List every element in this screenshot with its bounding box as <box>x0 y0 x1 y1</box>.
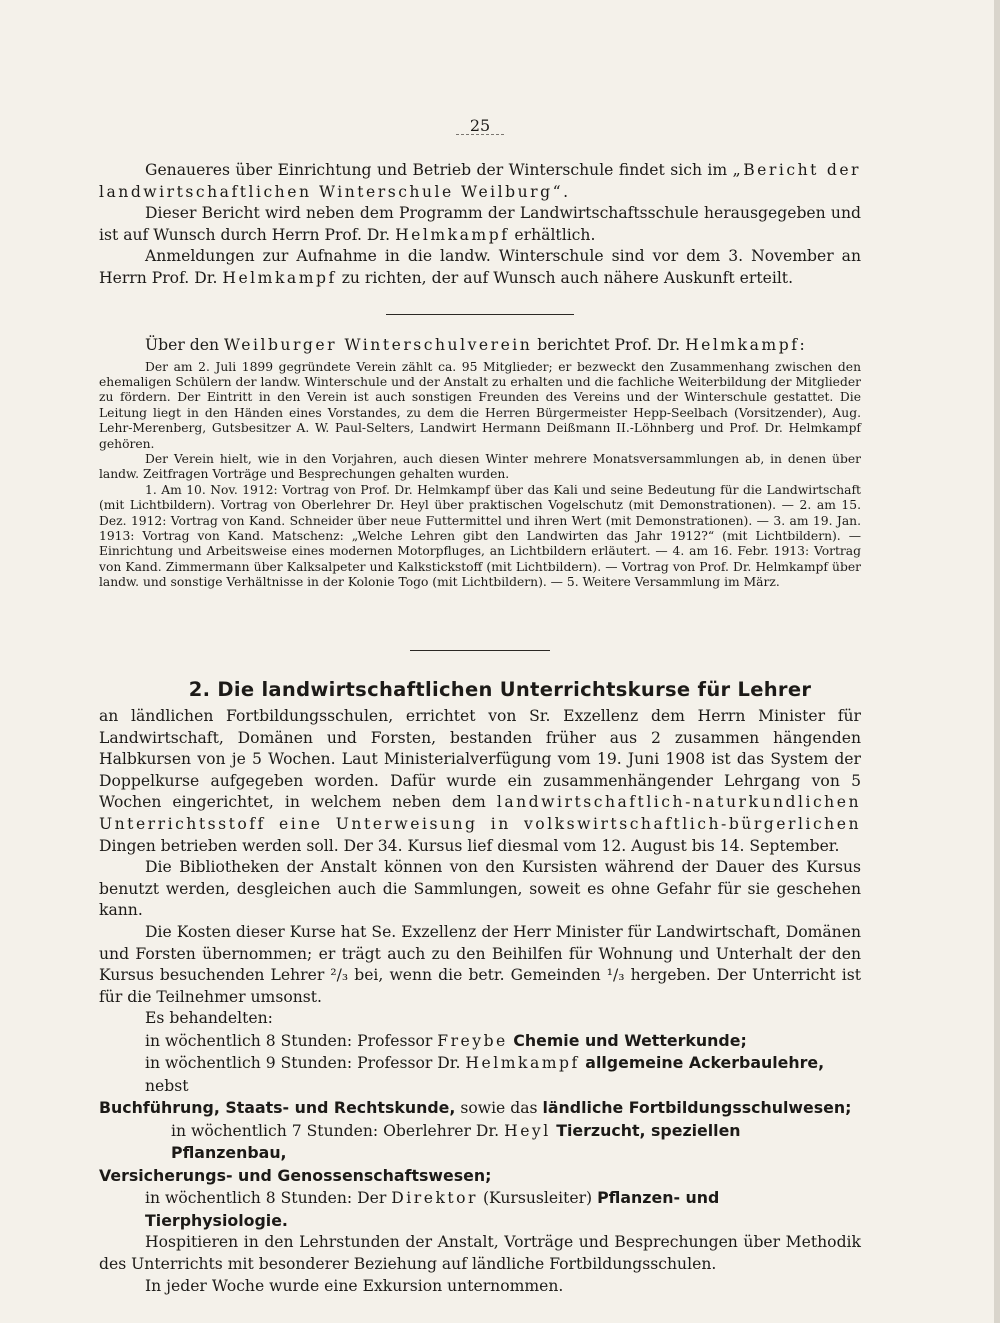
verein-paragraph-founding: Der am 2. Juli 1899 gegründete Verein zählt ca. 95 Mitglieder; er bezweckt den Zusammenhang zwischen den ehemaligen Schülern der landw. Winterschule und der Anstalt zu erhalten und die fachliche Weiterbildung der Mitglieder zu fördern. Der Eintritt in den Verein ist auch sonstigen Freunden des Vereins und der Winterschule gestattet. Die Leitung liegt in den Händen eines Vorstandes, zu dem die Herren Bürgermeister Hepp-Seelbach (Vorsitzender), Aug. Lehr-Merenberg, Gutsbesitzer A. W. Paul-Selters, Landwirt Hermann Deißmann II.-Löhnberg und Prof. Dr. Helmkampf gehören. <box>99 359 861 451</box>
teacher-item-helmkampf: in wöchentlich 9 Stunden: Professor Dr. Helmkampf allgemeine Ackerbaulehre, nebst <box>145 1053 825 1095</box>
teacher-item-freybe: in wöchentlich 8 Stunden: Professor Freybe Chemie und Wetterkunde; <box>145 1030 747 1050</box>
paragraph-hospitieren: Hospitieren in den Lehrstunden der Anstalt, Vorträge und Besprechungen über Methodik des Unterrichts mit besonderer Beziehung auf ländliche Fortbildungsschulen. <box>99 1233 861 1273</box>
paragraph-bibliotheken: Die Bibliotheken der Anstalt können von den Kursisten während der Dauer des Kursus benutzt werden, desgleichen auch die Sammlungen, soweit es ohne Gefahr für sie geschehen kann. <box>99 858 861 920</box>
paragraph-anmeldungen: Anmeldungen zur Aufnahme in die landw. Winterschule sind vor dem 3. November an Herrn Prof. Dr. Helmkampf zu richten, der auf Wunsch auch nähere Auskunft erteilt. <box>99 247 861 287</box>
teacher-item-heyl: in wöchentlich 7 Stunden: Oberlehrer Dr. Heyl Tierzucht, speziellen Pflanzenbau, <box>171 1120 741 1163</box>
paragraph-behandelten: Es behandelten: <box>145 1009 273 1028</box>
verein-paragraph-meetings: Der Verein hielt, wie in den Vorjahren, auch diesen Winter mehrere Monatsversammlungen ab, in denen über landw. Zeitfragen Vorträge und Besprechungen gehalten wurden. <box>99 452 861 482</box>
paragraph-bericht-erhaeltlich: Dieser Bericht wird neben dem Programm der Landwirtschaftsschule herausgegeben und ist auf Wunsch durch Herrn Prof. Dr. Helmkampf erhältlich. <box>99 204 861 244</box>
page-edge <box>994 0 1000 1323</box>
paragraph-bericht: Genaueres über Einrichtung und Betrieb der Winterschule findet sich im „Bericht der landwirtschaftlichen Winterschule Weilburg“. <box>99 161 861 201</box>
divider-rule <box>410 650 550 651</box>
paragraph-exkursion: In jeder Woche wurde eine Exkursion unternommen. <box>145 1276 564 1295</box>
page-number-ornament <box>456 134 504 135</box>
paragraph-kosten: Die Kosten dieser Kurse hat Se. Exzellenz der Herr Minister für Landwirtschaft, Domänen und Forsten übernommen; er trägt auch zu den Beihilfen für Wohnung und Unterhalt der den Kursus besuchenden Lehrer ²/₃ bei, wenn die betr. Gemeinden ¹/₃ hergeben. Der Unterricht ist für die Teilnehmer umsonst. <box>99 922 861 1006</box>
verein-intro: Über den Weilburger Winterschulverein berichtet Prof. Dr. Helmkampf: <box>145 336 805 354</box>
lehrerkurse-section <box>99 706 861 1297</box>
section-heading: 2. Die landwirtschaftlichen Unterrichtskurse für Lehrer <box>188 678 812 701</box>
verein-paragraph-lectures: 1. Am 10. Nov. 1912: Vortrag von Prof. Dr. Helmkampf über das Kali und seine Bedeutung für die Landwirtschaft (mit Lichtbildern). Vortrag von Oberlehrer Dr. Heyl über praktischen Vogelschutz (mit Demonstrationen). — 2. am 15. Dez. 1912: Vortrag von Kand. Schneider über neue Futtermittel und ihren Wert (mit Demonstrationen). — 3. am 19. Jan. 1913: Vortrag von Kand. Matschenz: „Welche Lehren gibt den Landwirten das Jahr 1912?“ (mit Lichtbildern). — Einrichtung und Arbeitsweise eines modernen Motorpfluges, an Lichtbildern erläutert. — 4. am 16. Febr. 1913: Vortrag von Kand. Zimmermann über Kalksalpeter und Kalkstickstoff (mit Lichtbildern). — Vortrag von Prof. Dr. Helmkampf über landw. und sonstige Verhältnisse in der Kolonie Togo (mit Lichtbildern). — 5. Weitere Versammlung im März. <box>99 482 861 590</box>
divider-rule <box>386 314 574 315</box>
teacher-item-helmkampf-cont: Buchführung, Staats- und Rechtskunde, sowie das ländliche Fortbildungsschulwesen; <box>99 1098 852 1118</box>
winterschule-info <box>99 160 861 290</box>
page-number: 25 <box>469 116 491 135</box>
winterschulverein-report <box>99 335 861 591</box>
paragraph-kurse-history: an ländlichen Fortbildungsschulen, errichtet von Sr. Exzellenz dem Herrn Minister für Landwirtschaft, Domänen und Forsten, bestanden früher aus 2 zusammen hängenden Halbkursen von je 5 Wochen. Laut Ministerialverfügung vom 19. Juni 1908 ist das System der Doppelkurse aufgegeben worden. Dafür wurde ein zusammenhängender Lehrgang von 5 Wochen eingerichtet, in welchem neben dem landwirtschaftlich-naturkundlichen Unterrichtsstoff eine Unterweisung in volkswirtschaftlich-bürgerlichen Dingen betrieben werden soll. Der 34. Kursus lief diesmal vom 12. August bis 14. September. <box>99 707 861 855</box>
teacher-item-heyl-cont: Versicherungs- und Genossenschaftswesen; <box>99 1165 492 1185</box>
teacher-item-direktor: in wöchentlich 8 Stunden: Der Direktor (Kursusleiter) Pflanzen- und Tierphysiologie. <box>145 1188 720 1230</box>
